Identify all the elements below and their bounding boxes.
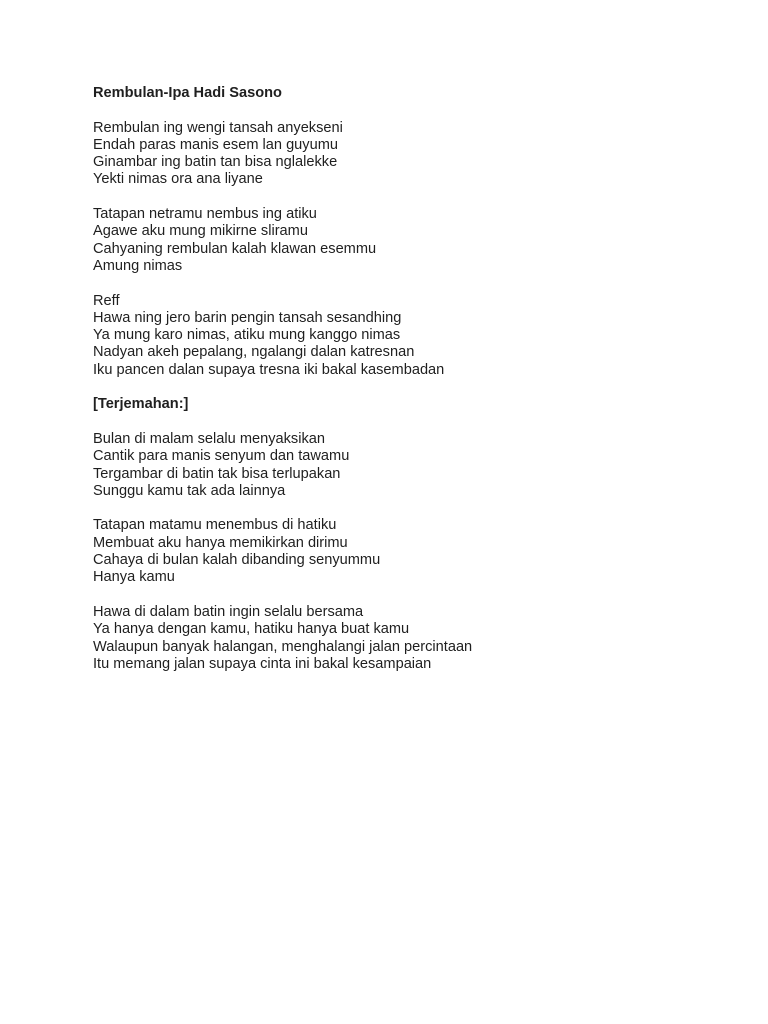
translation-line: Tergambar di batin tak bisa terlupakan bbox=[93, 465, 341, 482]
lyric-line: Iku pancen dalan supaya tresna iki bakal kasembadan bbox=[93, 361, 445, 378]
translation-stanza-3 bbox=[93, 604, 713, 673]
translation-line: Sunggu kamu tak ada lainnya bbox=[93, 482, 286, 499]
lyric-line: Yekti nimas ora ana liyane bbox=[93, 171, 263, 188]
lyric-line: Amung nimas bbox=[93, 257, 183, 274]
translation-line: Cantik para manis senyum dan tawamu bbox=[93, 448, 350, 465]
translation-stanza-2 bbox=[93, 517, 713, 586]
lyric-line: Ginambar ing batin tan bisa nglalekke bbox=[93, 154, 338, 171]
translation-line: Walaupun banyak halangan, menghalangi jalan percintaan bbox=[93, 638, 473, 655]
translation-line: Hawa di dalam batin ingin selalu bersama bbox=[93, 603, 364, 620]
stanza-reff bbox=[93, 293, 713, 379]
lyric-line: Cahyaning rembulan kalah klawan esemmu bbox=[93, 240, 377, 257]
translation-line: Membuat aku hanya memikirkan dirimu bbox=[93, 534, 348, 551]
stanza-2 bbox=[93, 206, 713, 275]
translation-line: Hanya kamu bbox=[93, 569, 175, 586]
translation-line: Cahaya di bulan kalah dibanding senyummu bbox=[93, 552, 381, 569]
document-title: Rembulan-Ipa Hadi Sasono bbox=[93, 85, 282, 101]
translation-line: Tatapan matamu menembus di hatiku bbox=[93, 517, 337, 534]
document-body bbox=[93, 85, 713, 690]
lyric-line: Agawe aku mung mikirne sliramu bbox=[93, 223, 308, 240]
lyric-line: Ya mung karo nimas, atiku mung kanggo nimas bbox=[93, 327, 401, 344]
translation-line: Itu memang jalan supaya cinta ini bakal kesampaian bbox=[93, 655, 432, 672]
lyric-line: Tatapan netramu nembus ing atiku bbox=[93, 206, 317, 223]
lyric-line: Hawa ning jero barin pengin tansah sesandhing bbox=[93, 309, 402, 326]
translation-stanza-1 bbox=[93, 431, 713, 500]
stanza-1 bbox=[93, 120, 713, 189]
translation-line: Bulan di malam selalu menyaksikan bbox=[93, 430, 325, 447]
lyric-line: Nadyan akeh pepalang, ngalangi dalan katresnan bbox=[93, 344, 415, 361]
lyric-line: Endah paras manis esem lan guyumu bbox=[93, 136, 338, 153]
reff-label: Reff bbox=[93, 292, 120, 309]
translation-line: Ya hanya dengan kamu, hatiku hanya buat kamu bbox=[93, 621, 410, 638]
translation-heading: [Terjemahan:] bbox=[93, 396, 189, 413]
lyric-line: Rembulan ing wengi tansah anyekseni bbox=[93, 119, 343, 136]
